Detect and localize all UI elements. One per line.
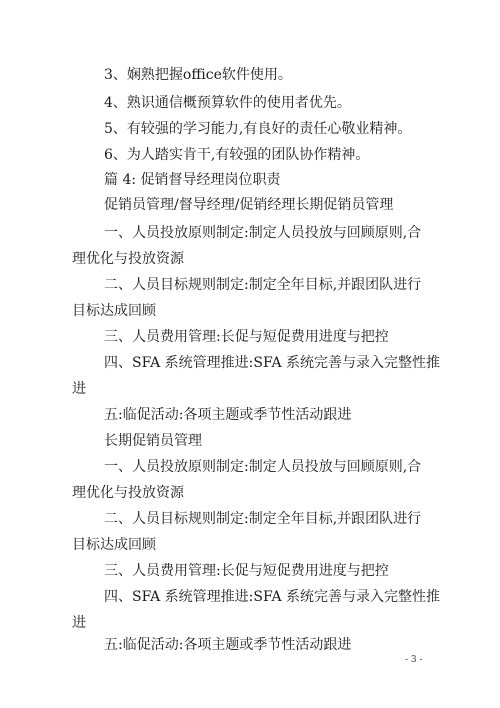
text-line: 进 — [72, 381, 86, 397]
text-line: 理优化与投放资源 — [72, 251, 184, 267]
text-line: 三、人员费用管理:长促与短促费用进度与把控 — [104, 563, 389, 579]
text-line: 4、熟识通信概预算软件的使用者优先。 — [104, 95, 351, 111]
page-number: - 3 - — [405, 655, 423, 665]
text-line: 二、人员目标规则制定:制定全年目标,并跟团队进行 — [104, 511, 422, 527]
text-line: 四、SFA 系统管理推进:SFA 系统完善与录入完整性推 — [104, 355, 441, 371]
section-heading: 篇 4: 促销督导经理岗位职责 — [104, 172, 281, 188]
text-line: 五:临促活动:各项主题或季节性活动跟进 — [104, 637, 352, 653]
text-line: 二、人员目标规则制定:制定全年目标,并跟团队进行 — [104, 277, 422, 293]
text-line: 五:临促活动:各项主题或季节性活动跟进 — [104, 407, 352, 423]
text-line: 四、SFA 系统管理推进:SFA 系统完善与录入完整性推 — [104, 589, 441, 605]
text-line: 5、有较强的学习能力,有良好的责任心敬业精神。 — [104, 121, 412, 137]
text-line: 进 — [72, 615, 86, 631]
text-line: 目标达成回顾 — [72, 537, 156, 553]
text-line: 一、人员投放原则制定:制定人员投放与回顾原则,合 — [104, 459, 422, 475]
text-line: 3、娴熟把握office软件使用。 — [104, 67, 292, 83]
text-line: 三、人员费用管理:长促与短促费用进度与把控 — [104, 329, 389, 345]
text-line: 理优化与投放资源 — [72, 485, 184, 501]
text-line: 促销员管理/督导经理/促销经理长期促销员管理 — [104, 197, 394, 213]
text-line: 6、为人踏实肯干,有较强的团队协作精神。 — [104, 147, 370, 163]
text-line: 一、人员投放原则制定:制定人员投放与回顾原则,合 — [104, 225, 422, 241]
text-line: 目标达成回顾 — [72, 303, 156, 319]
subsection-heading: 长期促销员管理 — [104, 433, 202, 449]
